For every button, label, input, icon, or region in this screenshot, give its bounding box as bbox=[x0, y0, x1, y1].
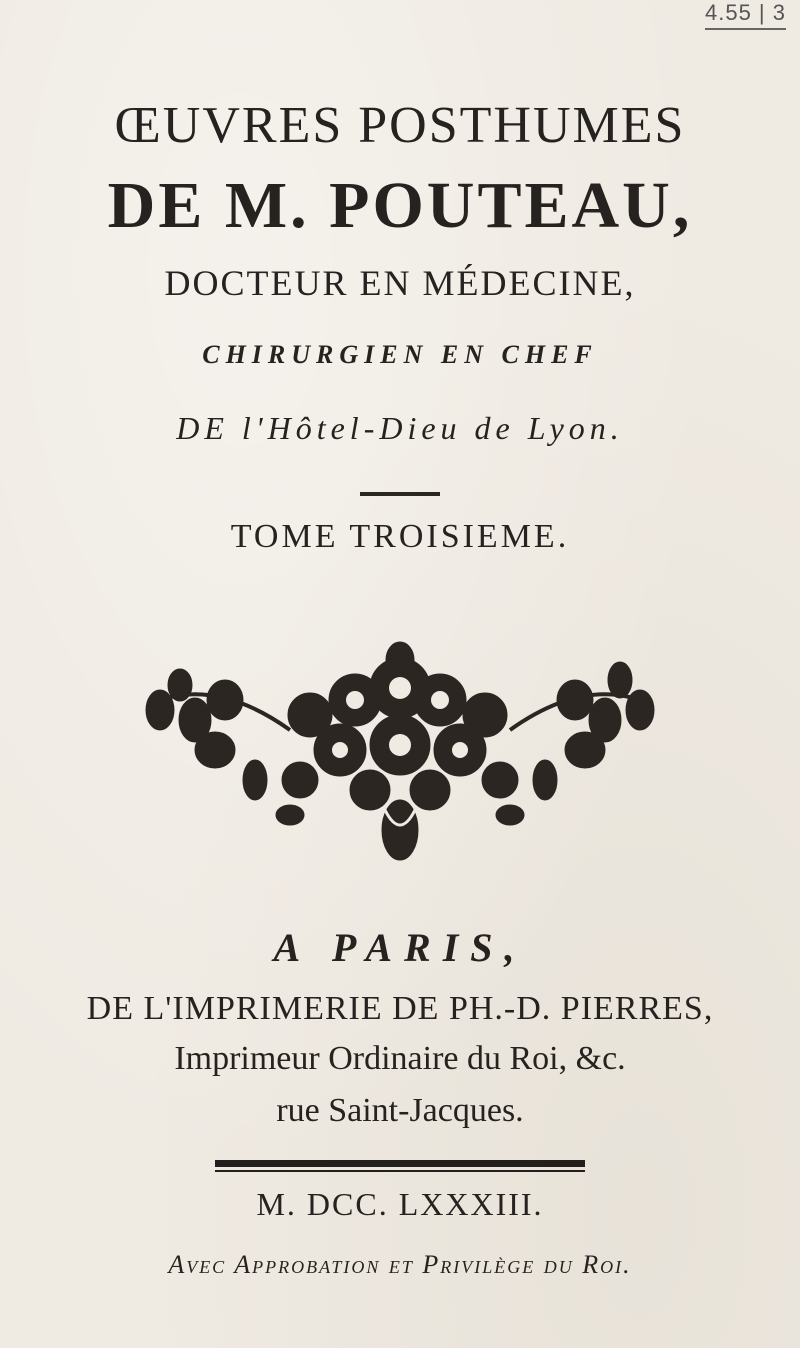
imprint-address: rue Saint-Jacques. bbox=[276, 1092, 524, 1129]
imprint-printer-title: Imprimeur Ordinaire du Roi, &c. bbox=[174, 1040, 626, 1077]
left-sprig-icon bbox=[146, 669, 290, 768]
title-line-oeuvres: ŒUVRES POSTHUMES bbox=[114, 97, 686, 154]
publication-date: M. DCC. LXXXIII. bbox=[256, 1186, 544, 1222]
library-shelf-mark: 4.55 | 3 bbox=[705, 0, 786, 25]
right-sprig-icon bbox=[510, 662, 654, 768]
floral-vignette-icon bbox=[140, 640, 660, 870]
imprint-printer: DE L'IMPRIMERIE DE PH.-D. PIERRES, bbox=[86, 990, 714, 1027]
title-line-hotel-dieu: DE l'Hôtel-Dieu de Lyon. bbox=[176, 410, 624, 446]
title-line-chirurgien: CHIRURGIEN EN CHEF bbox=[202, 340, 598, 369]
imprint-city: A PARIS, bbox=[273, 925, 527, 970]
short-rule-divider bbox=[360, 492, 440, 496]
double-rule-divider bbox=[215, 1160, 585, 1167]
title-line-author: DE M. POUTEAU, bbox=[107, 169, 693, 242]
title-line-docteur: DOCTEUR EN MÉDECINE, bbox=[164, 263, 636, 303]
royal-privilege: Avec Approbation et Privilège du Roi. bbox=[168, 1250, 632, 1279]
volume-label: TOME TROISIEME. bbox=[230, 518, 570, 555]
